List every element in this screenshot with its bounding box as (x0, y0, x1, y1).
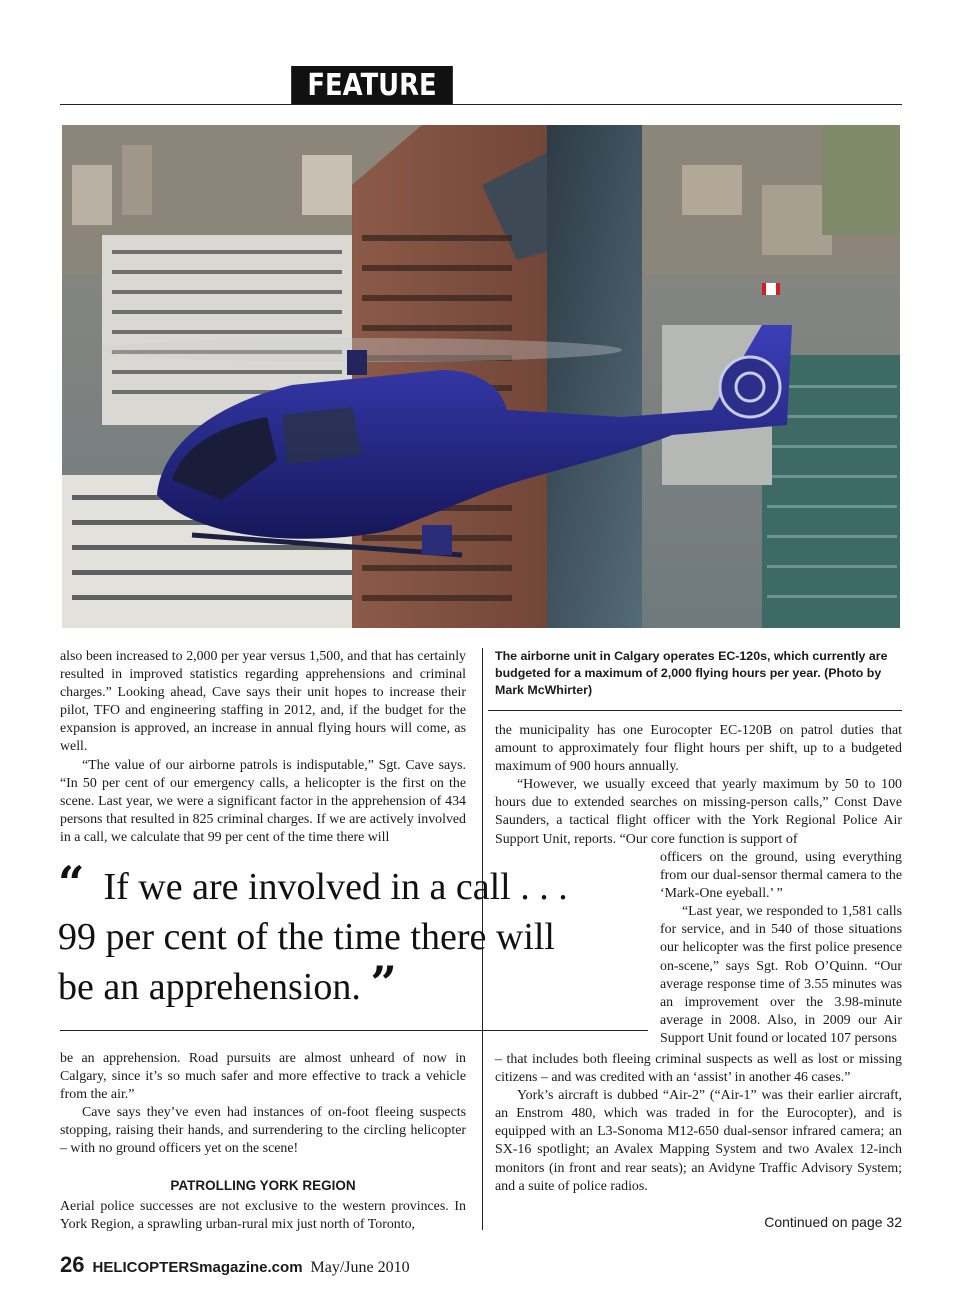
open-quote-mark: “ (58, 856, 85, 910)
right-column-bottom (495, 1051, 902, 1196)
left-column-top (60, 648, 466, 847)
paragraph: – that includes both fleeing criminal suspects as well as lost or missing citizens – and was credited with an ‘assist’ in another 46 cases.” (495, 1052, 902, 1086)
pull-quote-line: If we are involved in a call . . . (103, 866, 568, 908)
pull-quote-rule (60, 1030, 648, 1031)
pull-quote (58, 856, 648, 1012)
pull-quote-line: 99 per cent of the time there will (58, 916, 555, 958)
left-column-bottom (60, 1050, 466, 1159)
paragraph: “Last year, we responded to 1,581 calls for service, and in 540 of those situations our helicopter was the first police presence on-scene,” says Sgt. Rob O’Quinn. “Our average response time of 3.55 minutes was an improvement over the 3.98-minute average in 2008. Also, in 2009 our Air Support Unit found or located 107 persons (660, 904, 902, 1046)
paragraph: “However, we usually exceed that yearly maximum by 50 to 100 hours due to extended searches on missing-person calls,” Const Dave Saunders, a tactical flight officer with the York Regional Police Air Support Unit, reports. “Our core function is support of (495, 777, 902, 847)
paragraph: “The value of our airborne patrols is indisputable,” Sgt. Cave says. “In 50 per cent of our emergency calls, a helicopter is the first on the scene. Last year, we were a significant factor in the apprehension of 434 persons that resulted in 825 criminal charges. If we are actively involved in a call, we calculate that 99 per cent of the time there will (60, 757, 466, 845)
magazine-url: HELICOPTERSmagazine.com (92, 1259, 303, 1276)
paragraph: also been increased to 2,000 per year versus 1,500, and that has certainly resulted in improved statistics regarding apprehensions and criminal charges.” Looking ahead, Cave says their unit hopes to increase their pilot, TFO and engineering staffing in 2012, and, if the budget for the expansion is approved, an increase in annual flying hours will come, as well. (60, 649, 466, 755)
pull-quote-line: be an apprehension. (58, 966, 361, 1008)
helicopter-photo-illustration (62, 125, 900, 628)
page-number: 26 (60, 1252, 85, 1277)
paragraph: be an apprehension. Road pursuits are almost unheard of now in Calgary, since it’s so much safer and more effective to track a vehicle from the air.” (60, 1051, 466, 1103)
paragraph: York’s aircraft is dubbed “Air-2” (“Air-1” was their earlier aircraft, an Enstrom 480, which was traded in for the Eurocopter), and is equipped with an L3-Sonoma M12-650 dual-sensor infrared camera; an SX-16 spotlight; an Avalex Mapping System and two Avalex 12-inch monitors (in front and rear seats); an Avidyne Traffic Advisory System; and a suite of police radios. (495, 1088, 902, 1194)
right-column-narrow (660, 849, 902, 1048)
paragraph: officers on the ground, using everything from our dual-sensor thermal camera to the ‘Mark-One eyeball.’ ” (660, 850, 902, 902)
close-quote-mark: ” (370, 956, 397, 1010)
section-label: FEATURE (291, 66, 453, 104)
paragraph: Aerial police successes are not exclusive to the western provinces. In York Region, a sprawling urban-rural mix just north of Toronto, (60, 1199, 466, 1233)
paragraph: the municipality has one Eurocopter EC-120B on patrol duties that amount to approximately four flight hours per shift, up to a budgeted maximum of 900 hours annually. (495, 723, 902, 775)
paragraph: Cave says they’ve even had instances of on-foot fleeing suspects stopping, raising their hands, and surrendering to the circling helicopter – with no ground officers yet on the scene! (60, 1105, 466, 1157)
continued-link[interactable]: Continued on page 32 (764, 1214, 902, 1230)
photo-caption: The airborne unit in Calgary operates EC-120s, which currently are budgeted for a maximum of 2,000 flying hours per year. (Photo by Mark McWhirter) (495, 649, 888, 697)
caption-rule (488, 710, 902, 711)
left-column-end (60, 1198, 466, 1234)
section-subhead: PATROLLING YORK REGION (170, 1178, 356, 1193)
page-footer (60, 1252, 410, 1278)
helicopter-photo (62, 125, 900, 628)
right-column-top (495, 722, 902, 849)
issue-date: May/June 2010 (310, 1259, 410, 1276)
header-rule (60, 104, 902, 105)
